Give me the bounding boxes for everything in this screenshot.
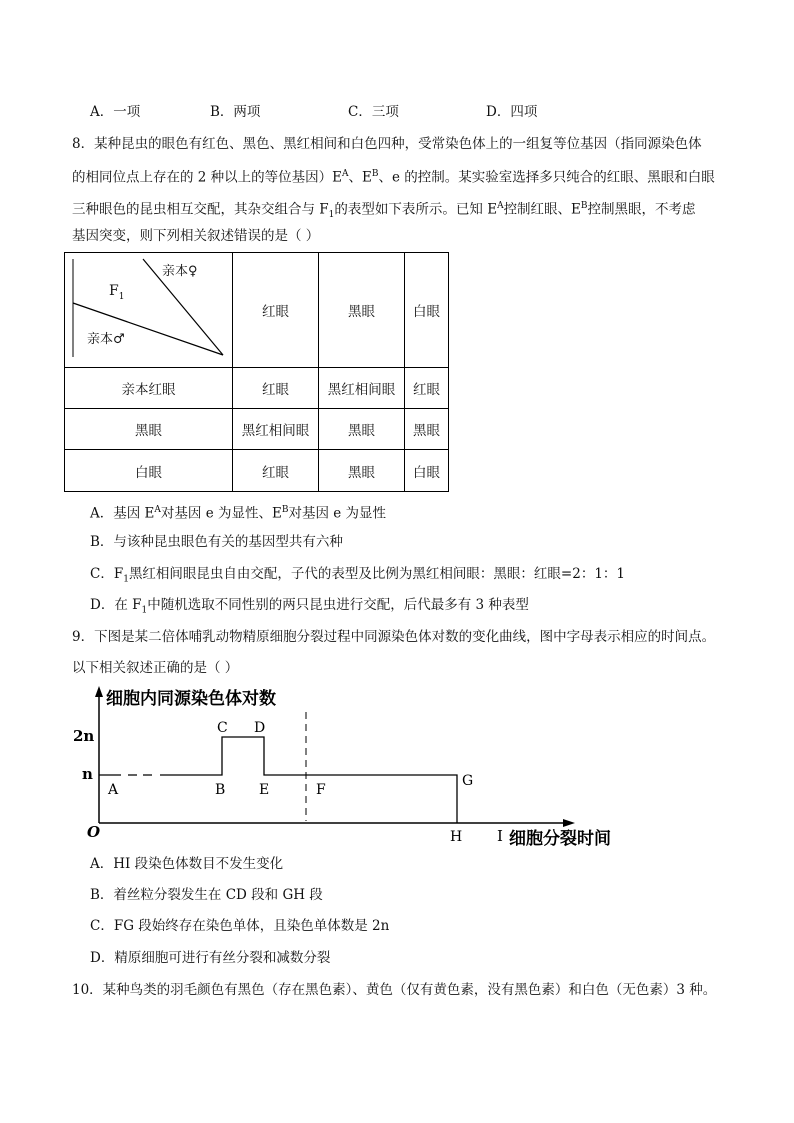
q8-stem-text: 、E	[348, 169, 372, 186]
table-cell: 黑眼	[319, 409, 405, 450]
q8-stem-line-2	[72, 164, 715, 188]
option-text: 中随机选取不同性别的两只昆虫进行交配，后代最多有 3 种表型	[147, 597, 529, 613]
sup-b: B	[371, 169, 379, 179]
header-red: 红眼	[233, 253, 319, 368]
option-text: 对基因 e 为显性	[288, 505, 387, 522]
y-axis-title: 细胞内同源染色体对数	[106, 689, 276, 709]
x-axis-title: 细胞分裂时间	[509, 829, 611, 849]
point-label-b: B	[215, 782, 226, 798]
q8-option-a	[90, 500, 386, 524]
option-text: 黑红相间眼昆虫自由交配，子代的表型及比例为黑红相间眼：黑眼：红眼=2：1：1	[128, 566, 626, 582]
cross-table	[64, 252, 449, 492]
q8-stem-text: 控制红眼、E	[503, 201, 581, 218]
header-black: 黑眼	[319, 253, 405, 368]
q8-option-d	[90, 595, 529, 621]
sup-a: A	[342, 169, 349, 179]
corner-female-label: 亲本♀	[162, 264, 198, 279]
x-axis-arrow	[563, 819, 575, 827]
table-cell: 黑眼	[405, 409, 449, 450]
table-cell: 黑红相间眼	[319, 368, 405, 409]
table-cell: 红眼	[233, 368, 319, 409]
table-cell: 红眼	[405, 368, 449, 409]
row-label: 白眼	[65, 450, 233, 492]
q8-stem-line-4: 基因突变，则下列相关叙述错误的是（ ）	[72, 228, 320, 244]
table-cell: 白眼	[405, 450, 449, 492]
point-label-a: A	[108, 782, 119, 798]
sup-a: A	[497, 201, 504, 211]
sub-1: 1	[123, 574, 129, 585]
curve	[160, 737, 457, 823]
point-label-h: H	[450, 829, 463, 845]
q10-stem-line-1: 10．某种鸟类的羽毛颜色有黑色（存在黑色素）、黄色（仅有黄色素，没有黑色素）和白色（无色素）3 种。	[72, 982, 717, 998]
q9-option-d: D．精原细胞可进行有丝分裂和减数分裂	[90, 950, 331, 966]
q8-option-c	[90, 564, 625, 590]
q8-option-b: B．与该种昆虫眼色有关的基因型共有六种	[90, 534, 343, 550]
point-label-e: E	[259, 782, 270, 798]
table-row	[65, 409, 449, 450]
q7-option-b: B．两项	[210, 104, 261, 120]
corner-male-label: 亲本♂	[87, 332, 125, 347]
sup-b: B	[580, 201, 588, 211]
y-axis-arrow	[95, 686, 103, 697]
option-text: C．F	[90, 566, 124, 582]
q9-stem-line-1: 9．下图是某二倍体哺乳动物精原细胞分裂过程中同源染色体对数的变化曲线，图中字母表示相应的时间点。	[72, 629, 716, 645]
y-label-n: n	[82, 765, 93, 783]
sub-1: 1	[328, 210, 335, 221]
q9-option-a: A．HI 段染色体数目不发生变化	[90, 856, 284, 872]
option-text: A．基因 E	[90, 505, 155, 522]
point-label-i: I	[497, 827, 503, 845]
q8-stem-text: 的相同位点上存在的 2 种以上的等位基因）E	[72, 169, 343, 186]
y-label-2n: 2n	[73, 727, 95, 745]
row-label: 亲本红眼	[65, 368, 233, 409]
q7-option-a: A．一项	[90, 104, 141, 120]
option-text: D．在 F	[90, 597, 142, 613]
option-text: 对基因 e 为显性、E	[160, 505, 282, 522]
point-label-d: D	[254, 720, 266, 736]
corner-f1-sub: 1	[118, 291, 125, 302]
table-corner-cell	[65, 253, 233, 368]
q9-option-b: B．着丝粒分裂发生在 CD 段和 GH 段	[90, 887, 323, 903]
point-label-g: G	[462, 773, 474, 789]
q9-option-c: C．FG 段始终存在染色单体，且染色单体数是 2n	[90, 918, 390, 934]
q8-stem-line-1: 8．某种昆虫的眼色有红色、黑色、黑红相间和白色四种，受常染色体上的一组复等位基因（指同源染色体	[72, 136, 702, 152]
q8-stem-line-3	[72, 196, 696, 225]
sup-a: A	[154, 505, 161, 515]
point-label-c: C	[217, 720, 228, 736]
table-cell: 红眼	[233, 450, 319, 492]
row-label: 黑眼	[65, 409, 233, 450]
sub-1: 1	[141, 605, 148, 616]
q8-stem-text: 控制黑眼，不考虑	[587, 201, 696, 218]
q8-stem-text: 的表型如下表所示。已知 E	[334, 201, 498, 218]
table-row	[65, 368, 449, 409]
table-cell: 黑眼	[319, 450, 405, 492]
point-label-f: F	[316, 782, 326, 798]
q7-option-d: D．四项	[486, 104, 538, 120]
corner-f1-text: F	[109, 283, 119, 299]
corner-diagonal-lines	[65, 253, 232, 367]
corner-f1-label	[109, 283, 124, 302]
table-row	[65, 450, 449, 492]
header-white: 白眼	[405, 253, 449, 368]
q7-options	[90, 102, 690, 122]
homolog-pairs-graph	[0, 684, 794, 854]
q8-stem-text: 三种眼色的昆虫相互交配，其杂交组合与 F	[72, 201, 329, 218]
q8-stem-text: 、e 的控制。某实验室选择多只纯合的红眼、黑眼和白眼	[378, 169, 715, 186]
q7-option-c: C．三项	[348, 104, 399, 120]
sup-b: B	[281, 505, 289, 515]
q9-stem-line-2: 以下相关叙述正确的是（ ）	[72, 660, 239, 676]
table-cell: 黑红相间眼	[233, 409, 319, 450]
origin-label: O	[87, 823, 101, 841]
